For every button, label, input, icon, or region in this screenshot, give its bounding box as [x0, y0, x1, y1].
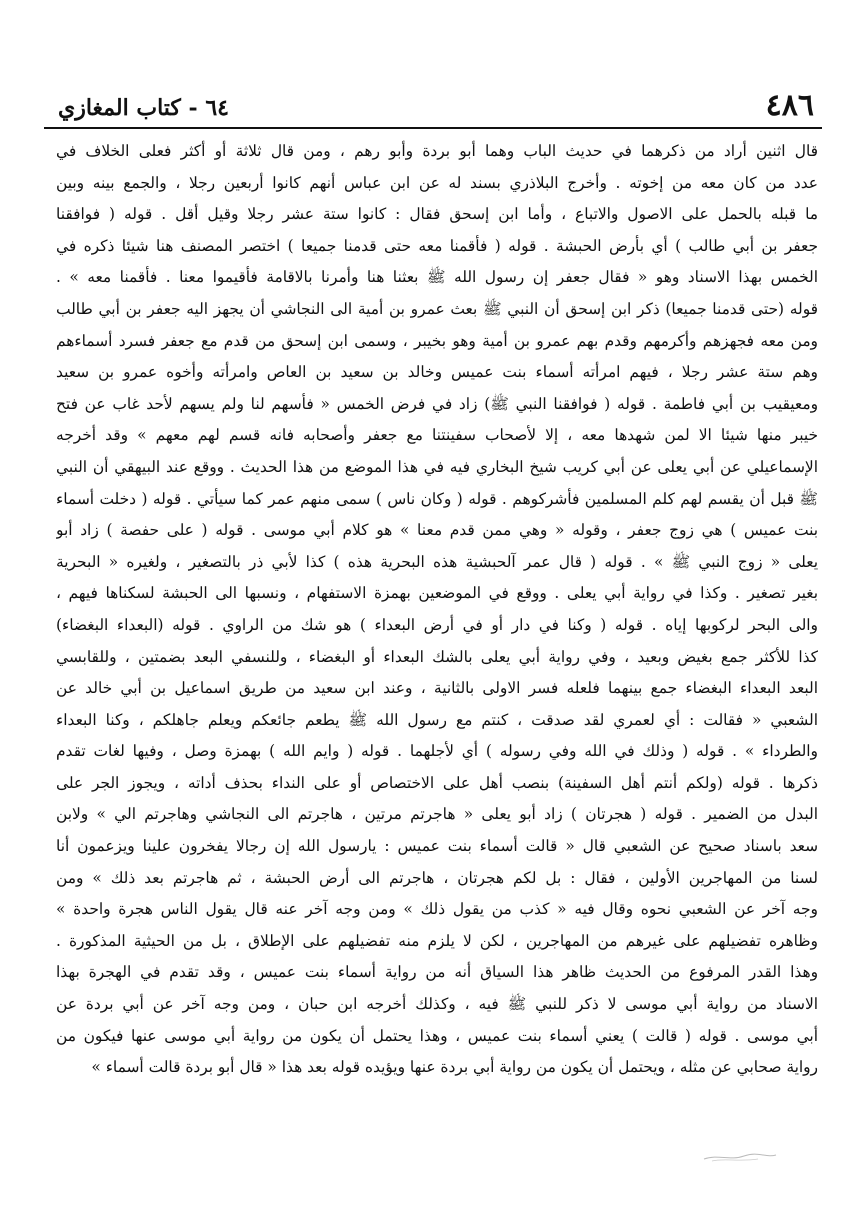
text-line: البدل من الضمير . قوله ( هجرتان ) زاد أبو يعلى « هاجرتم مرتين ، هاجرتم الى النجاشي وهاجرتم الي » ولابن: [56, 805, 818, 824]
text-line: والى البحر لركوبها إياه . قوله ( وكنا في دار أو في أرض البعداء ) هو شك من الراوي . قوله (البعداء البغضاء): [56, 615, 818, 634]
text-line: الشعبي « فقالت : أي لعمري لقد صدقت ، كنتم مع رسول الله ﷺ يطعم جائعكم ويعلم جاهلكم ، وكنا البعداء: [56, 710, 818, 729]
text-line: ﷺ قبل أن يقسم لهم كلم المسلمين فأشركوهم . قوله ( وكان ناس ) سمى منهم عمر كما سيأتي . قوله ( دخلت أسماء: [56, 489, 818, 508]
page-number: ٤٨٦: [765, 88, 814, 123]
running-title: ٦٤ - كتاب المغازي: [58, 95, 229, 121]
text-line: لسنا من المهاجرين الأولين ، فقال : بل لكم هجرتان ، هاجرتم الى أرض الحبشة ، ثم هاجرتم بعد ذلك » ومن: [56, 868, 818, 887]
text-line: قوله (حتى قدمنا جميعا) ذكر ابن إسحق أن النبي ﷺ بعث عمرو بن أمية الى النجاشي أن يجهز اليه جعفر بن أبي طالب: [56, 299, 818, 318]
text-line: البعد البعداء البغضاء جمع بينهما فلعله فسر الاولى بالثانية ، وعند ابن سعيد من طريق اسماعيل بن أبي خالد عن: [56, 679, 818, 698]
text-line: عدد من كان معه من إخوته . وأخرج البلاذري بسند له عن ابن عباس أنهم كانوا أربعين رجلا ، والجمع بينه وبين: [56, 173, 818, 192]
text-line: خيبر منها شيئا الا لمن شهدها معه ، إلا لأصحاب سفينتنا مع جعفر وأصحابه فانه قسم لهم معهم » وقد أخرجه: [56, 426, 818, 445]
text-line: بغير تصغير . وكذا في رواية أبي يعلى . ووقع في الموضعين بهمزة الاستفهام ، ونسبها الى الحبشة لسكناها فيهم ،: [56, 584, 818, 603]
commentary-text: [56, 136, 818, 1084]
text-line: جعفر بن أبي طالب ) أي بأرض الحبشة . قوله ( فأقمنا معه حتى قدمنا جميعا ) اختصر المصنف هنا شيئا ذكره في: [56, 236, 818, 255]
text-line: رواية صحابي عن مثله ، ويحتمل أن يكون من رواية أبي بردة عنها ويؤيده قوله بعد هذا « قال أبو بردة قالت أسماء »: [91, 1058, 818, 1077]
text-line: وجه آخر عن الشعبي نحوه وقال فيه « كذب من يقول ذلك » ومن وجه آخر عنه قال يقول الناس هجرة واحدة »: [56, 900, 818, 919]
text-line: وهذا القدر المرفوع من الحديث ظاهر هذا السياق أنه من رواية أسماء بنت عميس ، وقد تقدم في الهجرة بهذا: [56, 963, 818, 982]
header-rule: [44, 127, 822, 129]
text-line: أبي موسى . قوله ( قالت ) يعني أسماء بنت عميس ، وهذا يحتمل أن يكون من رواية أبي موسى عنها فيكون من: [56, 1026, 818, 1045]
text-line: الخمس بهذا الاسناد وهو « فقال جعفر إن رسول الله ﷺ بعثنا هنا وأمرنا بالاقامة فأقيموا معنا . فأقمنا معه » .: [56, 268, 818, 287]
text-line: وظاهره تفضيلهم على غيرهم من المهاجرين ، لكن لا يلزم منه تفضيلهم على الإطلاق ، بل من الحيثية المذكورة .: [56, 931, 818, 950]
page-header: [44, 84, 822, 128]
text-line: كذا للأكثر جمع بغيض وبعيد ، وفي رواية أبي يعلى بالشك البعداء أو البغضاء ، وللنسفي البعد بضمتين ، وللقابسي: [56, 647, 818, 666]
ink-smudge: [700, 1150, 780, 1164]
text-line: سعد باسناد صحيح عن الشعبي قال « قالت أسماء بنت عميس : يارسول الله إن رجالا يفخرون علينا ويزعمون أنا: [56, 837, 818, 856]
text-line: بنت عميس ) هي زوج جعفر ، وقوله « وهي ممن قدم معنا » هو كلام أبي موسى . قوله ( على حفصة ) زاد أبو: [56, 521, 818, 540]
text-line: والطرداء » . قوله ( وذلك في الله وفي رسوله ) أي لأجلهما . قوله ( وايم الله ) بهمزة وصل ، وفيها لغات تقدم: [56, 742, 818, 761]
text-line: الاسناد من رواية أبي موسى لا ذكر للنبي ﷺ فيه ، وكذلك أخرجه ابن حبان ، ومن وجه آخر عن أبي بردة عن: [56, 995, 818, 1014]
text-line: ذكرها . قوله (ولكم أنتم أهل السفينة) بنصب أهل على الاختصاص أو على النداء بحذف أداته ، ويجوز الجر على: [56, 773, 818, 792]
text-line: يعلى « زوج النبي ﷺ » . قوله ( قال عمر آلحبشية هذه البحرية هذه ) كذا لأبي ذر بالتصغير ، ولغيره « البحرية: [56, 552, 818, 571]
text-line: ومعيقيب بن أبي فاطمة . قوله ( فوافقنا النبي ﷺ) زاد في فرض الخمس « فأسهم لنا ولم يسهم لأحد غاب عن فتح: [56, 394, 818, 413]
text-line: ما قبله بالحمل على الاصول والاتباع ، وأما ابن إسحق فقال : كانوا ستة عشر رجلا وقيل أقل . قوله ( فوافقنا: [56, 205, 818, 224]
text-line: ومن معه فجهزهم وأكرمهم وقدم بهم عمرو بن أمية وهو بخيبر ، وسمى ابن إسحق من قدم مع جعفر فسرد أسماءهم: [56, 331, 818, 350]
text-line: قال اثنين أراد من ذكرهما في حديث الباب وهما أبو بردة وأبو رهم ، ومن قال ثلاثة أو أكثر فعلى الخلاف في: [56, 142, 818, 160]
text-line: الإسماعيلي عن أبي يعلى عن أبي كريب شيخ البخاري فيه في هذا الموضع من هذا الحديث . ووقع عند البيهقي أن النبي: [56, 457, 818, 476]
text-line: وهم ستة عشر رجلا ، فيهم امرأته أسماء بنت عميس وخالد بن سعيد بن العاص وامرأته وأخوه عمرو بن سعيد: [56, 363, 818, 382]
